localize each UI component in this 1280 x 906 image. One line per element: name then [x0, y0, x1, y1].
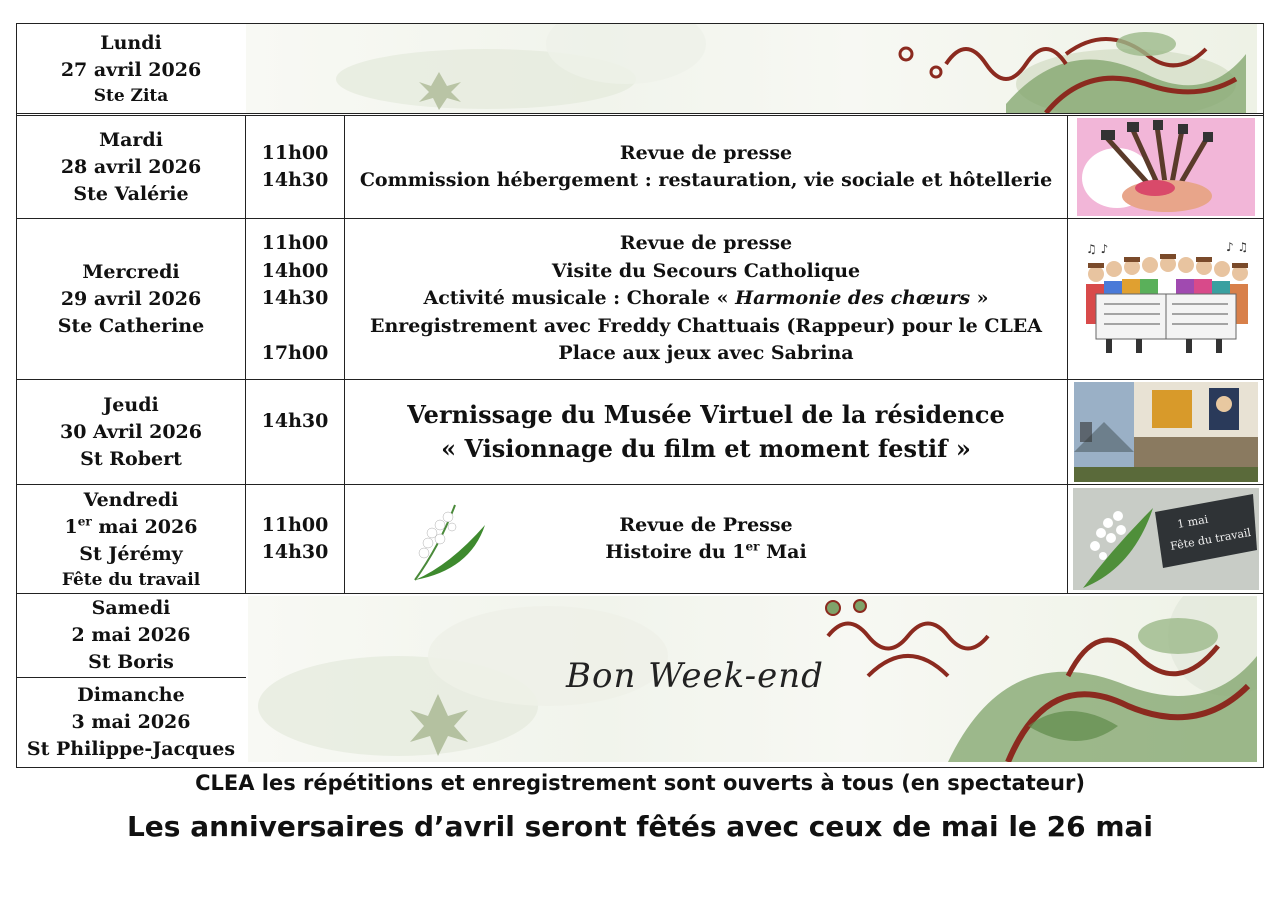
image-cell-jeudi	[1068, 380, 1263, 484]
times-mardi	[246, 116, 344, 218]
day-saint: St Robert	[80, 447, 182, 470]
image-cell-mercredi	[1068, 219, 1263, 379]
day-saint: St Jérémy	[79, 542, 183, 565]
day-name: Vendredi	[83, 488, 179, 511]
time-slot: 14h30	[261, 410, 329, 433]
day-extra: Fête du travail	[61, 569, 201, 590]
floral-decoration-icon	[246, 24, 1257, 113]
times-mercredi	[246, 219, 344, 379]
fete-du-travail-image-icon	[1073, 488, 1259, 590]
time-slot: 14h00	[261, 259, 329, 282]
image-cell-mardi	[1068, 116, 1263, 218]
day-cell-jeudi	[17, 380, 245, 484]
activity-ordinal: er	[745, 539, 760, 554]
choir-image-icon	[1076, 239, 1256, 359]
time-slot: 11h00	[261, 141, 329, 164]
day-name: Mercredi	[82, 260, 180, 283]
activity: Revue de presse	[619, 232, 793, 255]
chorale-suffix: »	[970, 287, 989, 310]
day-name: Mardi	[99, 128, 163, 151]
time-slot: 14h30	[261, 541, 329, 563]
svg-text:♫ ♪: ♫ ♪	[1085, 242, 1108, 256]
activity-suffix: Mai	[759, 541, 807, 563]
day-cell-mercredi	[17, 219, 245, 379]
day-saint: Ste Zita	[93, 85, 169, 106]
footer-note-clea: CLEA les répétitions et enregistrement sont ouverts à tous (en spectateur)	[195, 771, 1085, 795]
time-slot: 14h30	[261, 287, 329, 310]
day-saint: Ste Catherine	[57, 314, 205, 337]
floral-banner-top	[246, 24, 1257, 113]
date-rest: mai 2026	[91, 515, 198, 538]
date-number: 1	[64, 515, 78, 538]
day-date	[65, 514, 198, 541]
day-saint: Ste Valérie	[73, 182, 189, 205]
activity: Revue de Presse	[619, 513, 793, 536]
day-date: 29 avril 2026	[60, 287, 202, 310]
times-jeudi	[246, 380, 344, 464]
paintbrush-hands-image-icon	[1077, 118, 1255, 216]
activity: « Visionnage du film et moment festif »	[441, 434, 971, 463]
day-date: 3 mai 2026	[71, 711, 191, 733]
times-vendredi	[246, 485, 344, 593]
day-date: 28 avril 2026	[60, 155, 202, 178]
time-slot: 11h00	[261, 513, 329, 536]
activities-mardi	[345, 116, 1067, 218]
day-date: 2 mai 2026	[71, 624, 191, 646]
svg-text:♪ ♫: ♪ ♫	[1225, 240, 1248, 254]
time-slot: 17h00	[261, 342, 329, 365]
activities-jeudi	[345, 380, 1067, 484]
svg-text:1 mai: 1 mai	[1175, 512, 1209, 531]
activity: Place aux jeux avec Sabrina	[558, 342, 854, 365]
day-cell-mardi	[17, 116, 245, 218]
day-name: Samedi	[91, 597, 171, 619]
weekend-text: Bon Week-end	[566, 656, 824, 696]
time-slot: 11h00	[261, 232, 329, 255]
day-cell-vendredi	[17, 485, 245, 593]
date-ordinal: er	[77, 514, 92, 529]
activity: Visite du Secours Catholique	[551, 259, 861, 282]
day-cell-samedi	[17, 594, 245, 677]
day-name: Lundi	[100, 31, 162, 54]
day-saint: St Boris	[88, 651, 174, 673]
image-cell-vendredi	[1068, 485, 1263, 593]
day-cell-lundi	[17, 24, 245, 113]
activities-mercredi	[345, 219, 1067, 379]
museum-collage-image-icon	[1074, 382, 1258, 482]
footer-note-anniversaires: Les anniversaires d’avril seront fêtés avec ceux de mai le 26 mai	[126, 810, 1154, 843]
chorale-prefix: Activité musicale : Chorale «	[423, 287, 736, 310]
day-saint: St Philippe-Jacques	[26, 738, 236, 760]
activity: Commission hébergement : restauration, vie sociale et hôtellerie	[359, 169, 1053, 191]
day-date: 30 Avril 2026	[59, 420, 202, 443]
activity: Revue de presse	[619, 141, 793, 164]
chorale-name: Harmonie des chœurs	[735, 287, 971, 310]
activity	[605, 539, 806, 567]
activity-prefix: Histoire du 1	[605, 541, 746, 563]
activities-vendredi	[345, 485, 1067, 593]
activity: Vernissage du Musée Virtuel de la résidence	[407, 400, 1005, 429]
time-slot: 14h30	[261, 169, 329, 191]
day-cell-dimanche	[17, 678, 245, 767]
svg-text:Fête du travail: Fête du travail	[1168, 525, 1252, 553]
floral-banner-weekend	[248, 596, 1257, 762]
day-date: 27 avril 2026	[60, 58, 202, 81]
day-name: Jeudi	[103, 393, 159, 416]
day-name: Dimanche	[77, 684, 185, 706]
activity-chorale	[423, 285, 988, 313]
activity: Enregistrement avec Freddy Chattuais (Rappeur) pour le CLEA	[369, 314, 1043, 337]
